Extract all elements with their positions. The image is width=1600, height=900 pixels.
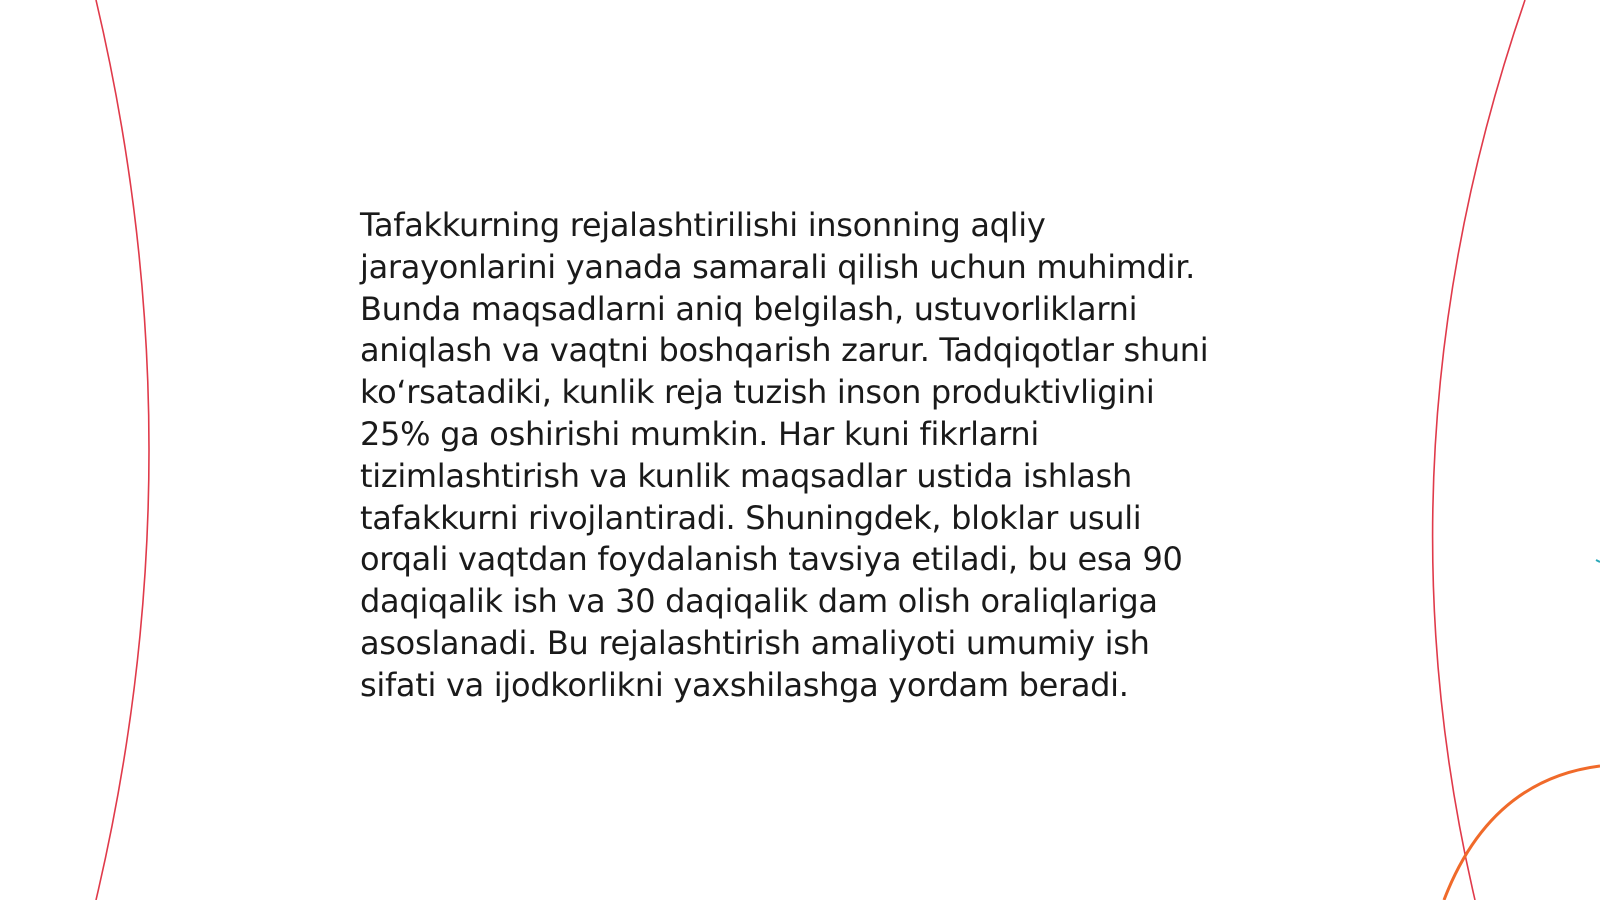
body-line: daqiqalik ish va 30 daqiqalik dam olish oraliqlariga bbox=[360, 582, 1158, 621]
body-line: tizimlashtirish va kunlik maqsadlar ustida ishlash bbox=[360, 456, 1132, 495]
body-line: Bunda maqsadlarni aniq belgilash, ustuvorliklarni bbox=[360, 289, 1138, 328]
body-line: ko‘rsatadiki, kunlik reja tuzish inson produktivligini bbox=[360, 373, 1155, 412]
body-line: 25% ga oshirishi mumkin. Har kuni fikrlarni bbox=[360, 414, 1039, 453]
body-paragraph bbox=[360, 205, 1260, 707]
body-line: asoslanadi. Bu rejalashtirish amaliyoti umumiy ish bbox=[360, 623, 1150, 662]
right-curve-decoration bbox=[1433, 0, 1525, 900]
body-line: orqali vaqtdan foydalanish tavsiya etiladi, bu esa 90 bbox=[360, 540, 1183, 579]
teal-accent-mark bbox=[1596, 560, 1600, 562]
left-curve-decoration bbox=[96, 0, 149, 900]
body-line: Tafakkurning rejalashtirilishi insonning aqliy bbox=[360, 206, 1046, 244]
body-line: aniqlash va vaqtni boshqarish zarur. Tadqiqotlar shuni bbox=[360, 331, 1209, 370]
body-line: jarayonlarini yanada samarali qilish uchun muhimdir. bbox=[360, 247, 1196, 286]
body-line: tafakkurni rivojlantiradi. Shuningdek, bloklar usuli bbox=[360, 498, 1142, 537]
orange-arc-decoration bbox=[1444, 766, 1600, 900]
body-line: sifati va ijodkorlikni yaxshilashga yordam beradi. bbox=[360, 665, 1129, 704]
